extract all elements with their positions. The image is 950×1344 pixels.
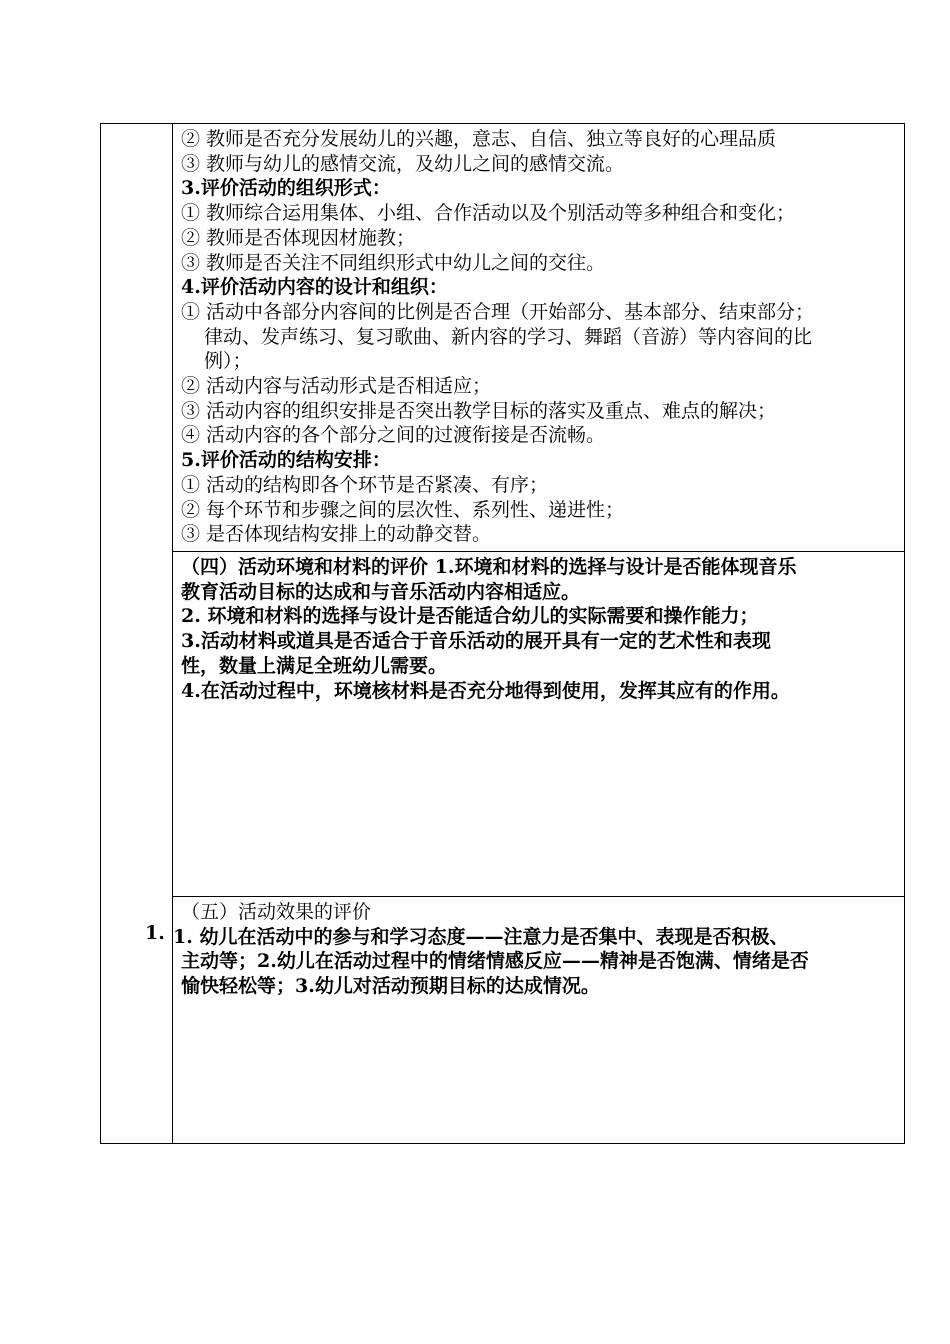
text-line: 性，数量上满足全班幼儿需要。 xyxy=(181,654,448,677)
text-line: 愉快轻松等；3.幼儿对活动预期目标的达成情况。 xyxy=(181,975,600,998)
list-marker: 1. xyxy=(145,922,165,944)
text-line: 主动等；2.幼儿在活动过程中的情绪情感反应——精神是否饱满、情绪是否 xyxy=(181,950,809,973)
text-line: 2. 环境和材料的选择与设计是否能适合幼儿的实际需要和操作能力； xyxy=(181,605,759,628)
text-line: ① 教师综合运用集体、小组、合作活动以及个别活动等多种组合和变化； xyxy=(181,202,796,225)
section-heading: 4.评价活动内容的设计和组织： xyxy=(181,276,448,299)
text-line: 教育活动目标的达成和与音乐活动内容相适应。 xyxy=(181,580,581,603)
text-line: 律动、发声练习、复习歌曲、新内容的学习、舞蹈（音游）等内容间的比 xyxy=(204,325,813,348)
row-activity-effect xyxy=(173,897,904,1143)
text-line: 1. 幼儿在活动中的参与和学习态度——注意力是否集中、表现是否积极、 xyxy=(173,925,789,948)
text-line: 例）； xyxy=(204,350,252,373)
left-column xyxy=(101,124,173,1143)
row-environment-materials xyxy=(173,552,904,897)
section-heading: 3.评价活动的组织形式： xyxy=(181,177,391,200)
section-heading: （五）活动效果的评价 xyxy=(181,901,372,923)
text-line: ② 每个环节和步骤之间的层次性、系列性、递进性； xyxy=(181,498,625,521)
text-line: ② 教师是否体现因材施教； xyxy=(181,226,416,249)
text-line: ③ 教师是否关注不同组织形式中幼儿之间的交往。 xyxy=(181,251,606,274)
section-heading: （四）活动环境和材料的评价 1.环境和材料的选择与设计是否能体现音乐 xyxy=(181,556,797,578)
text-line: ① 活动的结构即各个环节是否紧凑、有序； xyxy=(181,473,549,496)
text-line: ③ 教师与幼儿的感情交流，及幼儿之间的感情交流。 xyxy=(181,152,625,175)
text-line: ④ 活动内容的各个部分之间的过渡衔接是否流畅。 xyxy=(181,424,606,447)
text-line: 3.活动材料或道具是否适合于音乐活动的展开具有一定的艺术性和表现 xyxy=(181,630,771,653)
row-process-criteria xyxy=(173,124,904,552)
text-line: ③ 活动内容的组织安排是否突出教学目标的落实及重点、难点的解决； xyxy=(181,399,777,422)
evaluation-table xyxy=(100,123,905,1144)
text-line: ① 活动中各部分内容间的比例是否合理（开始部分、基本部分、结束部分； xyxy=(181,300,815,323)
text-line: ③ 是否体现结构安排上的动静交替。 xyxy=(181,523,492,546)
text-line: 4.在活动过程中，环境核材料是否充分地得到使用，发挥其应有的作用。 xyxy=(181,679,790,702)
text-line: ② 教师是否充分发展幼儿的兴趣，意志、自信、独立等良好的心理品质 xyxy=(181,128,777,150)
text-line: ② 活动内容与活动形式是否相适应； xyxy=(181,375,492,398)
section-heading: 5.评价活动的结构安排： xyxy=(181,449,391,472)
